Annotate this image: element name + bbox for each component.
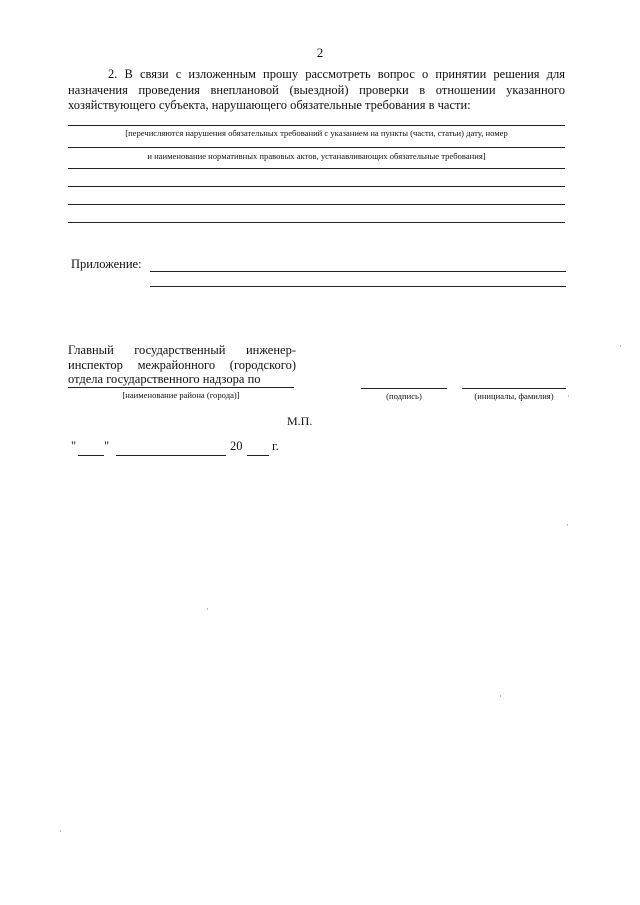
- violations-line-4: [68, 186, 565, 187]
- scan-speck: [207, 608, 208, 610]
- violations-line-2: [68, 147, 565, 148]
- attachment-line-2: [150, 286, 566, 287]
- signature-hint: (подпись): [386, 391, 422, 401]
- date-day-line: [78, 455, 104, 456]
- signature-line: [361, 388, 447, 389]
- date-year-prefix: 20: [230, 439, 243, 453]
- name-line: [462, 388, 566, 389]
- request-paragraph-text: 2. В связи с изложенным прошу рассмотреть вопрос о принятии решения для назначения проведения внеплановой (выездной) проверки в отношении указанного хозяйствующего субъекта, нарушающего обязательные требования в части:: [68, 67, 565, 112]
- violations-line-3: [68, 168, 565, 169]
- scan-speck: [568, 395, 569, 397]
- attachment-label: Приложение:: [71, 257, 142, 271]
- violations-line-5: [68, 204, 565, 205]
- violations-hint-line-2: и наименование нормативных правовых актов, устанавливающих обязательные требования]: [147, 151, 486, 161]
- inspector-position-line-3: отдела государственного надзора по: [68, 372, 261, 386]
- page-number: 2: [316, 45, 324, 60]
- violations-hint-line-1: [перечисляются нарушения обязательных требований с указанием на пункты (части, статьи) дату, номер: [125, 128, 508, 138]
- district-hint: [наименование района (города)]: [122, 390, 240, 400]
- request-paragraph: [68, 67, 565, 114]
- violations-line-6: [68, 222, 565, 223]
- scan-speck: [500, 695, 501, 697]
- scan-speck: [60, 830, 61, 832]
- date-year-line: [247, 455, 269, 456]
- district-line: [68, 387, 294, 388]
- date-open-quote: ": [71, 439, 77, 453]
- scan-speck: [567, 524, 568, 526]
- violations-line-1: [68, 125, 565, 126]
- inspector-position-line-2: инспектор межрайонного (городского): [68, 357, 296, 372]
- inspector-position-line-1: Главный государственный инженер-: [68, 343, 296, 357]
- date-close-quote: ": [104, 439, 110, 453]
- name-hint: (инициалы, фамилия): [474, 391, 554, 401]
- seal-mark: М.П.: [287, 414, 313, 428]
- date-year-suffix: г.: [272, 439, 279, 453]
- scan-speck: [620, 345, 621, 347]
- attachment-line-1: [150, 271, 566, 272]
- inspector-position: [68, 343, 296, 387]
- date-month-line: [116, 455, 226, 456]
